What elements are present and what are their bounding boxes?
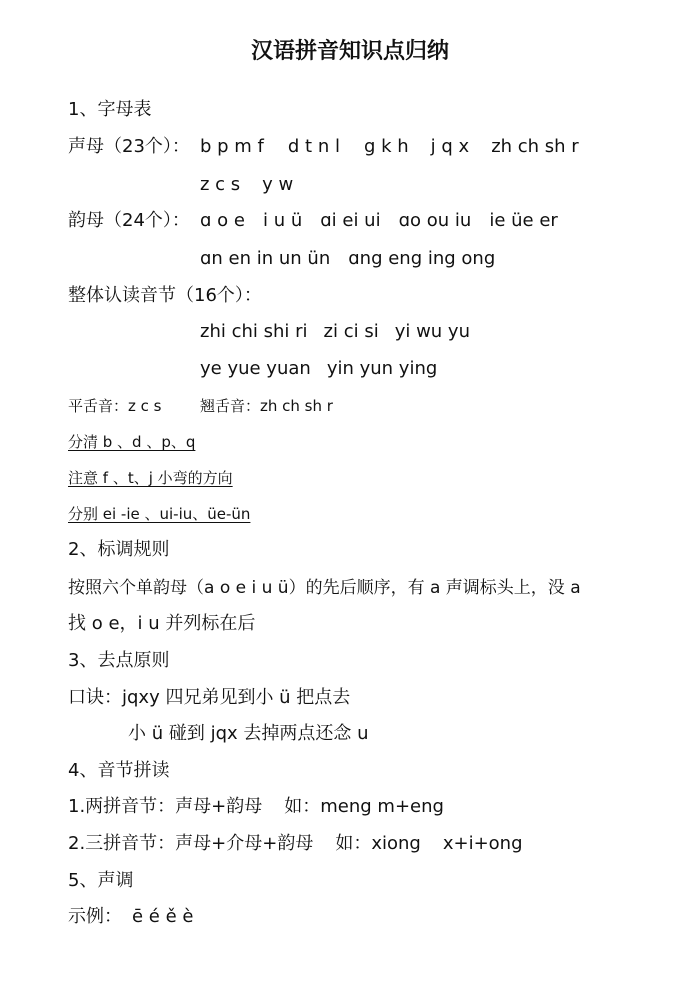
- shengmu-row-1: [200, 135, 579, 159]
- yunmu-group: ɑ o e: [200, 210, 245, 231]
- pingshe-note: 平舌音：z c s: [68, 397, 162, 415]
- yunmu-group: ie üe er: [489, 210, 558, 231]
- qiaoshe-note: 翘舌音：zh ch sh r: [200, 397, 333, 415]
- zhengti-row-1: [200, 320, 470, 344]
- three-part-syllable: [68, 832, 523, 856]
- two-part-syllable: [68, 795, 444, 819]
- zhengti-group: zhi chi shi ri: [200, 321, 308, 342]
- section-2-heading: 2、标调规则: [68, 539, 170, 560]
- yunmu-row-2: [200, 247, 495, 271]
- yunmu-group: i u ü: [262, 210, 303, 231]
- yunmu-label: 韵母（24个）：: [68, 210, 190, 231]
- shengmu-group: zh ch sh r: [491, 136, 579, 157]
- zhengti-label: 整体认读音节（16个）：: [68, 285, 262, 306]
- tone-rule-line-2: 找 o e，i u 并列标在后: [68, 613, 256, 634]
- zhengti-row-2: [200, 357, 437, 381]
- section-5-heading: 5、声调: [68, 870, 134, 891]
- yunmu-row-1: [200, 209, 558, 233]
- tone-example: [68, 905, 193, 929]
- yunmu-group: ɑi ei ui: [320, 210, 381, 231]
- tone-rule-line-1: 按照六个单韵母（a o e i u ü）的先后顺序，有 a 声调标头上，没 a: [68, 578, 581, 598]
- shengmu-label: 声母（23个）：: [68, 136, 190, 157]
- note-hook-direction: 注意 f 、t、j 小弯的方向: [68, 469, 233, 487]
- three-part-example: 如：xiong: [335, 833, 421, 854]
- three-part-breakdown: x+i+ong: [442, 833, 523, 854]
- yunmu-group: ɑn en in un ün: [200, 248, 331, 269]
- zhengti-group: ye yue yuan: [200, 358, 311, 379]
- yunmu-group: ɑo ou iu: [398, 210, 472, 231]
- two-part-rule: 1.两拼音节：声母+韵母: [68, 796, 263, 817]
- zhengti-group: zi ci si: [323, 321, 379, 342]
- shengmu-group: j q x: [430, 136, 470, 157]
- section-3-heading: 3、去点原则: [68, 650, 170, 671]
- tone-example-label: 示例：: [68, 906, 122, 927]
- shengmu-group: b p m f: [200, 136, 264, 157]
- note-distinguish-bdpq: 分清 b 、d 、p、q: [68, 433, 196, 451]
- section-1-heading: 1、字母表: [68, 99, 152, 120]
- rhyme-line-1: 口诀：jqxy 四兄弟见到小 ü 把点去: [68, 687, 351, 708]
- shengmu-row-2: [200, 173, 293, 197]
- rhyme-line-2: 小 ü 碰到 jqx 去掉两点还念 u: [128, 723, 369, 744]
- three-part-rule: 2.三拼音节：声母+介母+韵母: [68, 833, 314, 854]
- shengmu-group: d t n l: [287, 136, 340, 157]
- shengmu-group: z c s: [200, 174, 241, 195]
- note-distinguish-finals: 分别 ei -ie 、ui-iu、üe-ün: [68, 505, 251, 523]
- section-4-heading: 4、音节拼读: [68, 760, 170, 781]
- shengmu-group: g k h: [363, 136, 409, 157]
- tone-example-value: ē é ě è: [132, 906, 194, 927]
- yunmu-group: ɑng eng ing ong: [348, 248, 496, 269]
- shengmu-group: y w: [262, 174, 294, 195]
- two-part-example: 如：meng m+eng: [284, 796, 444, 817]
- zhengti-group: yin yun ying: [326, 358, 438, 379]
- document-title: 汉语拼音知识点归纳: [250, 39, 449, 64]
- zhengti-group: yi wu yu: [394, 321, 470, 342]
